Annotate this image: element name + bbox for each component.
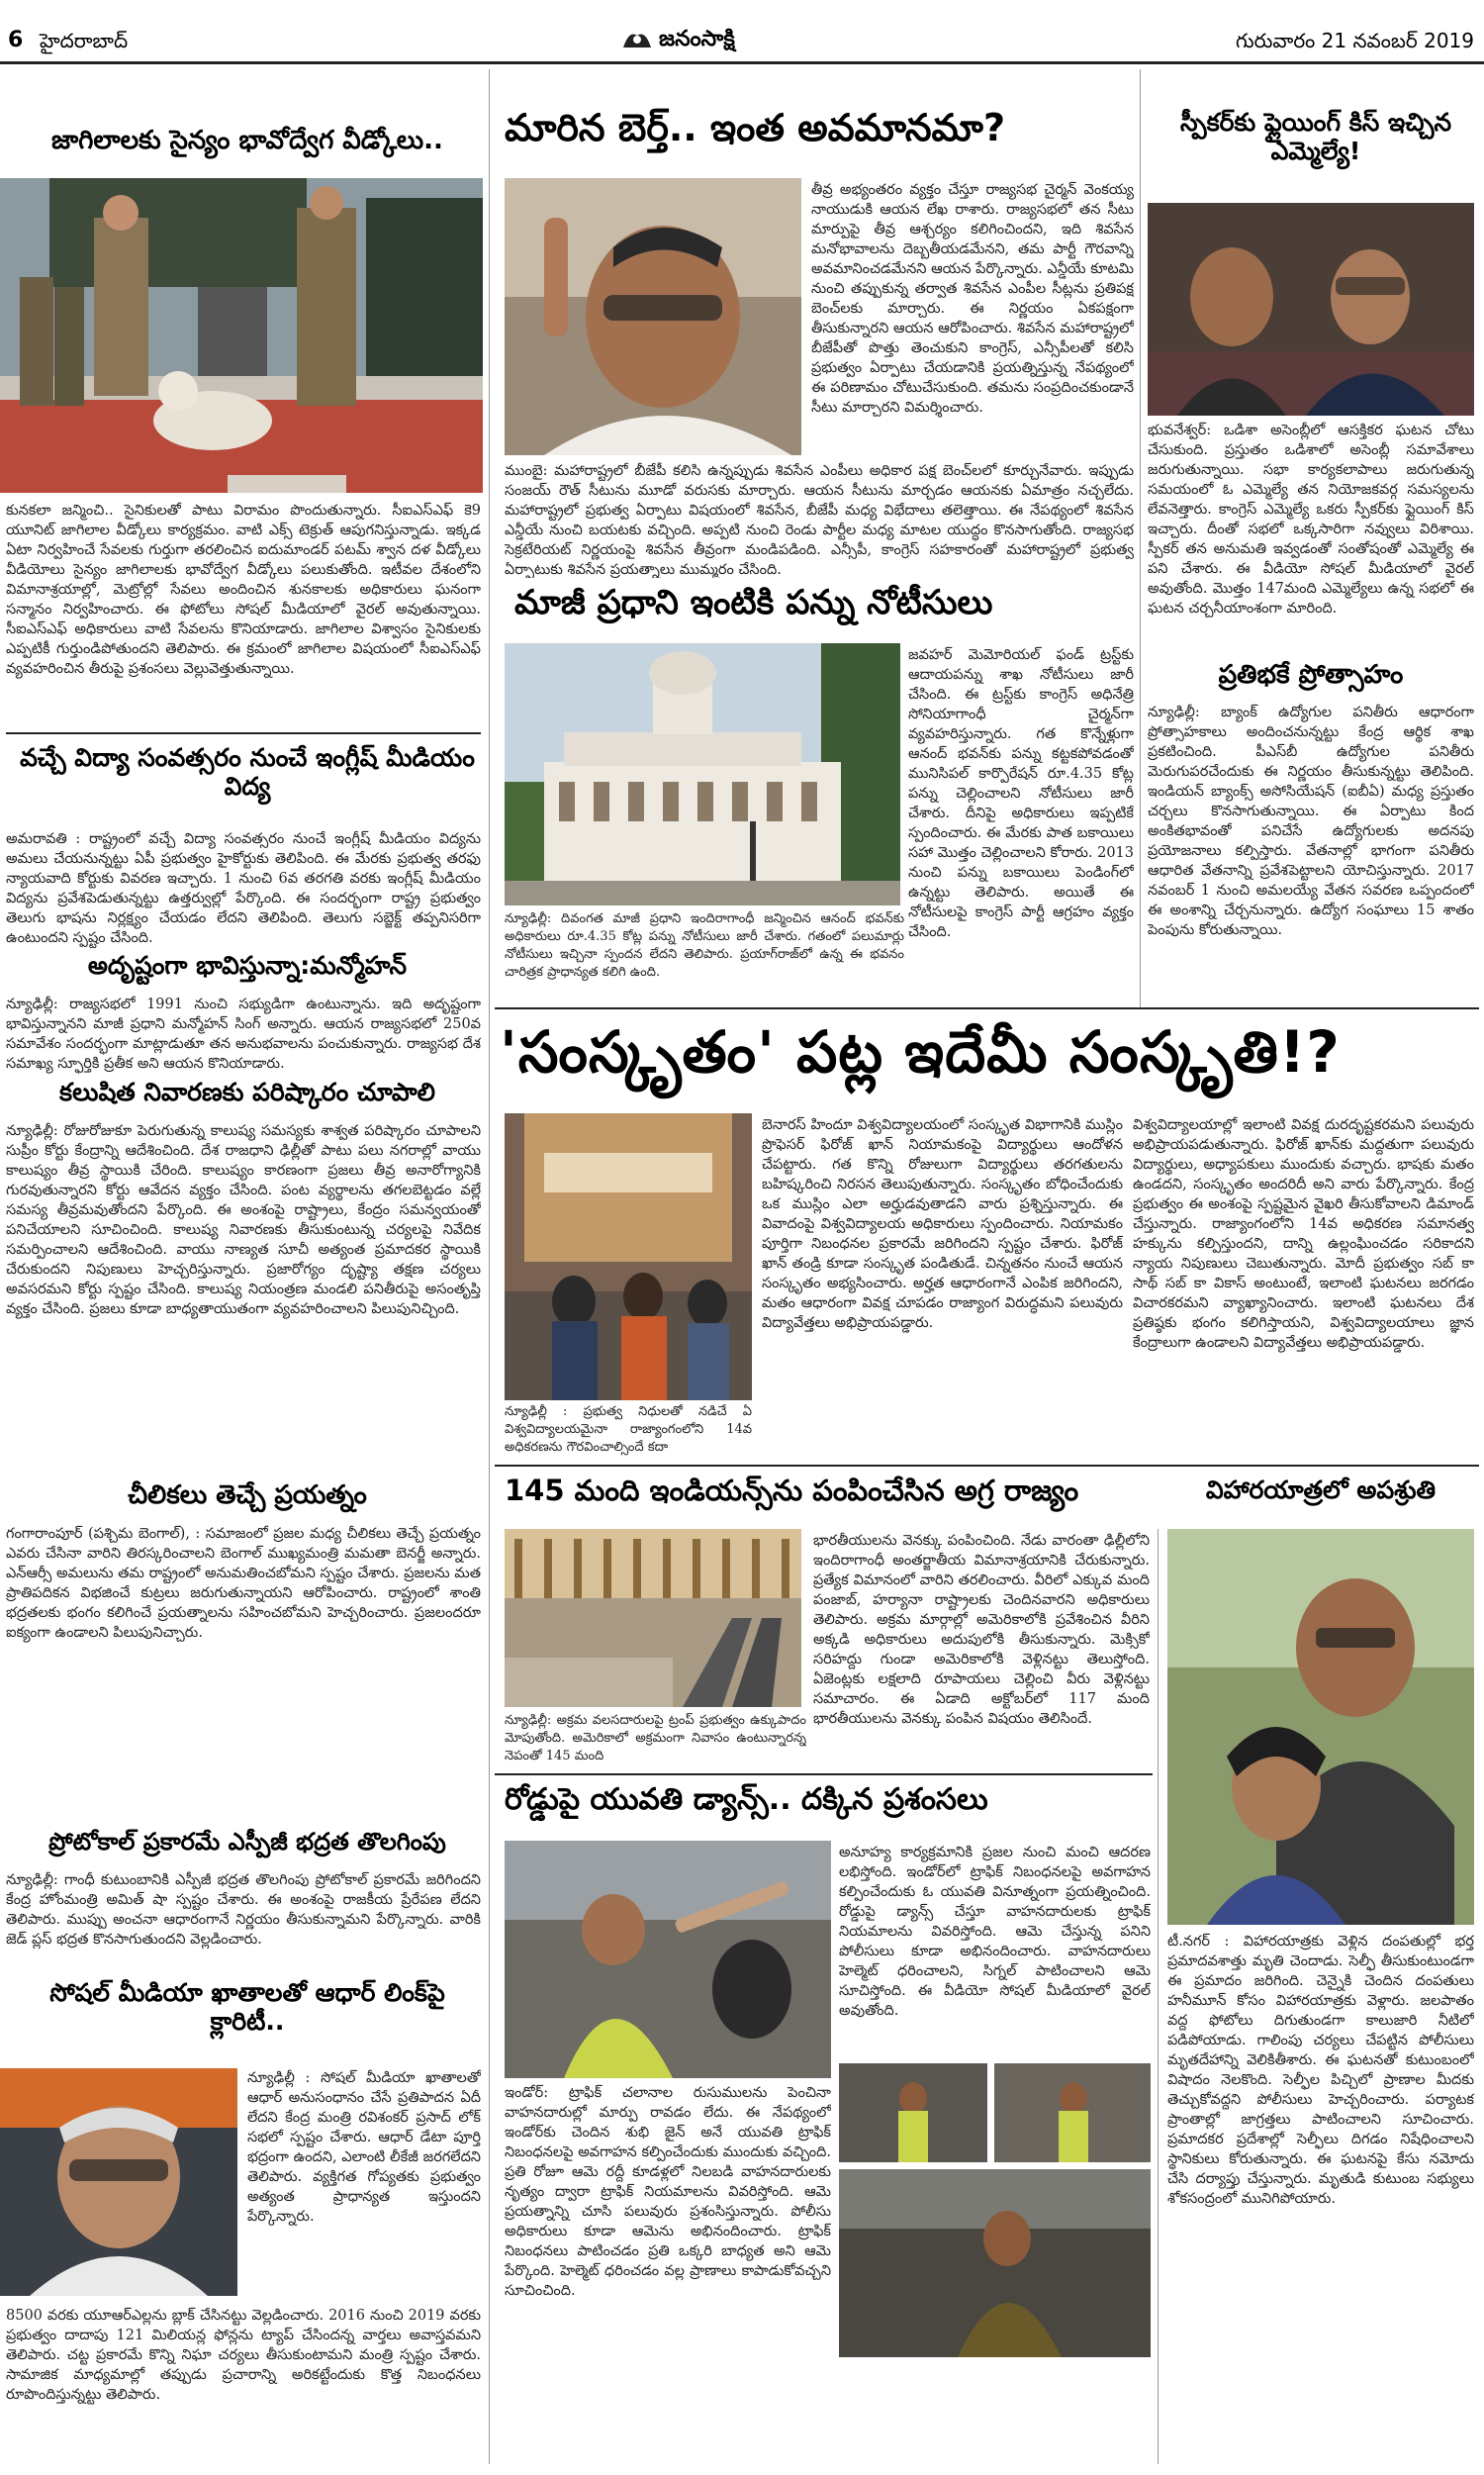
split-body: గంగారాంపూర్ (పశ్చిమ బెంగాల్), : సమాజంలో ప్రజల మధ్య చీలికలు తెచ్చే ప్రయత్నం ఎవరు చేసినా వారిని తిరస్కరించాలని బెంగాల్ ముఖ్యమంత్రి మమతా బెనర్జీ అన్నారు. ఎన్ఆర్సీ అమలును తమ రాష్ట్రంలో అనుమతించబోమని స్పష్టం చేశారు. ప్రజలను మత ప్రాతిపదికన విభజించే కుట్రలు జరుగుతున్నాయని ఆరోపించారు. రాష్ట్రంలో శాంతి భద్రతలకు భంగం కలిగించే ప్రయత్నాలను సహించబోమని హెచ్చరించారు. ప్రజలందరూ ఐక్యంగా ఉండాలని పిలుపునిచ్చారు. — [6, 1526, 481, 1641]
section-rule — [495, 1465, 1479, 1467]
berth-body-bottom: ముంబై: మహారాష్ట్రలో బీజేపీ కలిసి ఉన్నప్పుడు శివసేన ఎంపీలు అధికార పక్ష బెంచ్‌లలో కూర్చునేవారు. ఇప్పుడు సంజయ్ రౌత్ సీటును మూడో వరుసకు మార్చారు. ఆయన సీటును మార్చడం ఆయనకు ఏమాత్రం నచ్చలేదు. మహారాష్ట్రలో ప్రభుత్వ ఏర్పాటు విషయంలో శివసేన, బీజేపీ మధ్య విభేదాలు తలెత్తాయి. ఈ నేపథ్యంలో శివసేన ఎన్డీయే నుంచి బయటకు వచ్చింది. అప్పటి నుంచి రెండు పార్టీల మధ్య మాటల యుద్ధం కొనసాగుతోంది. రాజ్యసభ సెక్రటేరియట్ నిర్ణయంపై శివసేన తీవ్రంగా మండిపడింది. ఎన్సీపీ, కాంగ్రెస్ సహకారంతో మహారాష్ట్రలో ప్రభుత్వ ఏర్పాటుకు శివసేన ప్రయత్నాలు ముమ్మరం చేసింది. — [505, 463, 1134, 578]
sanskrit-body-right: విశ్వవిద్యాలయాల్లో ఇలాంటి వివక్ష దురదృష్టకరమని పలువురు అభిప్రాయపడుతున్నారు. ఫిరోజ్ ఖాన్‌కు మద్దతుగా పలువురు విద్యార్థులు, అధ్యాపకులు ముందుకు వచ్చారు. భాషకు మతం ఉండదని, సంస్కృతం అందరిదీ అని వారు పేర్కొన్నారు. కేంద్ర ప్రభుత్వం ఈ అంశంపై స్పష్టమైన వైఖరి తీసుకోవాలని డిమాండ్ చేస్తున్నారు. రాజ్యాంగంలోని 14వ అధికరణ సమానత్వ హక్కును కల్పిస్తుందని, దాన్ని ఉల్లంఘించడం సరికాదని న్యాయ నిపుణులు చెబుతున్నారు. మోదీ ప్రభుత్వం సబ్ కా సాథ్ సబ్ కా వికాస్ అంటుంటే, ఇలాంటి ఘటనలు జరగడం విచారకరమని వ్యాఖ్యానించారు. ఇలాంటి ఘటనలు దేశ ప్రతిష్ఠకు భంగం కలిగిస్తాయని, విశ్వవిద్యాలయాలు జ్ఞాన కేంద్రాలుగా ఉండాలని విద్యావేత్తలు అభిప్రాయపడ్డారు. — [1133, 1117, 1474, 1351]
english-medium-body: అమరావతి : రాష్ట్రంలో వచ్చే విద్యా సంవత్సరం నుంచే ఇంగ్లీష్ మీడియం విద్యను అమలు చేయనున్నట్టు ఏపీ ప్రభుత్వం హైకోర్టుకు తెలిపింది. ఈ మేరకు ప్రభుత్వ తరఫు న్యాయవాది కోర్టుకు వివరణ ఇచ్చారు. 1 నుంచి 6వ తరగతి వరకు ఇంగ్లీష్ మీడియం విద్యను ప్రవేశపెడుతున్నట్టు ఉత్తర్వుల్లో పేర్కొంది. ఈ సందర్భంగా రాష్ట్ర ప్రభుత్వం తెలుగు భాషను నిర్లక్ష్యం చేయడం లేదని తెలిపింది. తెలుగు సబ్జెక్ట్ తప్పనిసరిగా ఉంటుందని స్పష్టం చేసింది. — [6, 831, 481, 946]
section-rule — [495, 1773, 1153, 1775]
headline-aadhaar: సోషల్ మీడియా ఖాతాలతో ఆధార్ లింక్‌పై క్లారిటీ.. — [49, 1978, 445, 2036]
column-divider — [1158, 1529, 1159, 2464]
paper-logo — [621, 22, 789, 57]
page-number: 6 — [8, 28, 24, 52]
logo-icon — [621, 26, 653, 53]
headline-spg: ప్రోటోకాల్ ప్రకారమే ఎస్పీజీ భద్రత తొలగింపు — [48, 1828, 446, 1856]
deport-body: భారతీయులను వెనక్కు పంపించింది. నేడు వారంతా ఢిల్లీలోని ఇందిరాగాంధీ అంతర్జాతీయ విమానాశ్రయానికి చేరుకున్నారు. ప్రత్యేక విమానంలో వారిని తరలించారు. వీరిలో ఎక్కువ మంది పంజాబ్, హర్యానా రాష్ట్రాలకు చెందినవారని అధికారులు తెలిపారు. అక్రమ మార్గాల్లో అమెరికాలోకి ప్రవేశించిన వీరిని అక్కడి అధికారులు అదుపులోకి తీసుకున్నారు. మెక్సికో సరిహద్దు గుండా అమెరికాలోకి వెళ్లినట్టు తెలుస్తోంది. ఏజెంట్లకు లక్షలాది రూపాయలు చెల్లించి వీరు వెళ్లినట్టు సమాచారం. ఈ ఏడాది అక్టోబర్‌లో 117 మంది భారతీయులను వెనక్కు పంపిన విషయం తెలిసిందే. — [813, 1533, 1150, 1727]
manmohan-body: న్యూఢిల్లీ: రాజ్యసభలో 1991 నుంచి సభ్యుడిగా ఉంటున్నాను. ఇది అదృష్టంగా భావిస్తున్నానని మాజీ ప్రధాని మన్మోహన్ సింగ్ అన్నారు. ఆయన రాజ్యసభలో 250వ సమావేశం సందర్భంగా మాట్లాడుతూ తన అనుభవాలను పంచుకున్నారు. రాజ్యసభ దేశ సమాఖ్య స్ఫూర్తికి ప్రతీక అని ఆయన కొనియాడారు. — [6, 997, 481, 1072]
bhu-campus-photo — [505, 1113, 752, 1400]
headline-incentive: ప్రతిభకే ప్రోత్సాహం — [1218, 660, 1404, 690]
headline-manmohan: అదృష్టంగా భావిస్తున్నా:మన్మోహన్ — [87, 951, 408, 980]
couple-photo — [1167, 1529, 1474, 1925]
section-rule — [495, 1007, 1479, 1009]
column-divider — [1140, 69, 1141, 1009]
masthead-rule — [0, 61, 1484, 64]
speaker-photo — [1148, 203, 1474, 416]
speaker-body: భువనేశ్వర్: ఒడిశా అసెంబ్లీలో ఆసక్తికర ఘటన చోటు చేసుకుంది. ప్రస్తుతం ఒడిశాలో అసెంబ్లీ సమావేశాలు జరుగుతున్నాయి. సభా కార్యకలాపాలు జరుగుతున్న సమయంలో ఓ ఎమ్మెల్యే తన నియోజకవర్గ సమస్యలను లేవనెత్తారు. కాంగ్రెస్ ఎమ్మెల్యే ఒకరు స్పీకర్‌కు ఫ్లైయింగ్ కిస్ ఇచ్చారు. దీంతో సభలో ఒక్కసారిగా నవ్వులు విరిశాయి. స్పీకర్ తన అనుమతి ఇవ్వడంతో సంతోషంతో ఎమ్మెల్యే ఈ పని చేశారు. ఈ వీడియో సోషల్ మీడియాలో వైరల్ అవుతోంది. మొత్తం 147మంది ఎమ్మెల్యేలు ఉన్న సభలో ఈ ఘటన చర్చనీయాంశంగా మారింది. — [1148, 423, 1474, 617]
pollution-body: న్యూఢిల్లీ: రోజురోజుకూ పెరుగుతున్న కాలుష్య సమస్యకు శాశ్వత పరిష్కారం చూపాలని సుప్రీం కోర్టు కేంద్రాన్ని ఆదేశించింది. దేశ రాజధాని ఢిల్లీతో పాటు పలు నగరాల్లో వాయు కాలుష్యం తీవ్ర స్థాయికి చేరింది. కాలుష్యం కారణంగా ప్రజలు తీవ్ర అనారోగ్యానికి గురవుతున్నారని కోర్టు ఆవేదన వ్యక్తం చేసింది. పంట వ్యర్థాలను తగలబెట్టడం వల్లే సమస్య తీవ్రమవుతోందని పేర్కొంది. ఈ అంశంపై రాష్ట్రాలు, కేంద్రం సమన్వయంతో పనిచేయాలని సూచించింది. కాలుష్య నివారణకు తీసుకుంటున్న చర్యలపై నివేదిక సమర్పించాలని ఆదేశించింది. వాయు నాణ్యత సూచీ అత్యంత ప్రమాదకర స్థాయికి చేరుకుందని నిపుణులు హెచ్చరిస్తున్నారు. ప్రజారోగ్యం దృష్ట్యా తక్షణ చర్యలు అవసరమని కోర్టు స్పష్టం చేసింది. కాలుష్య నియంత్రణ మండలి పనితీరుపై అసంతృప్తి వ్యక్తం చేసింది. ప్రజలు కూడా బాధ్యతాయుతంగా వ్యవహరించాలని పిలుపునిచ్చింది. — [6, 1123, 481, 1317]
incentive-body: న్యూఢిల్లీ: బ్యాంక్ ఉద్యోగుల పనితీరు ఆధారంగా ప్రోత్సాహకాలు అందించనున్నట్టు కేంద్ర ఆర్థిక శాఖ ప్రకటించింది. పీఎస్‌బీ ఉద్యోగుల పనితీరు మెరుగుపరచేందుకు ఈ నిర్ణయం తీసుకున్నట్టు తెలిపింది. ఇండియన్ బ్యాంక్స్ అసోసియేషన్ (ఐబీఏ) మధ్య ప్రస్తుతం చర్చలు కొనసాగుతున్నాయి. ఈ ఏర్పాటు కింద అంకితభావంతో పనిచేసే ఉద్యోగులకు అదనపు ప్రయోజనాలు కల్పిస్తారు. వేతనాల్లో భాగంగా పనితీరు ఆధారిత వేతనాన్ని ప్రవేశపెట్టాలని యోచిస్తున్నారు. 2017 నవంబర్ 1 నుంచి అమలయ్యే వేతన సవరణ ఒప్పందంలో ఈ అంశాన్ని చేర్చనున్నారు. ఉద్యోగ సంఘాలు 15 శాతం పెంపును కోరుతున్నాయి. — [1148, 705, 1474, 938]
dancer-photo-main — [505, 1841, 831, 2078]
army-dogs-photo — [0, 178, 483, 493]
sanskrit-body-mid: బెనారస్ హిందూ విశ్వవిద్యాలయంలో సంస్కృత విభాగానికి ముస్లిం ప్రొఫెసర్ ఫిరోజ్ ఖాన్ నియామకంపై విద్యార్థులు ఆందోళన చేపట్టారు. గత కొన్ని రోజులుగా విద్యార్థులు తరగతులను బహిష్కరించి నిరసన తెలుపుతున్నారు. సంస్కృతం బోధించేందుకు ఒక ముస్లిం ఎలా అర్హుడవుతాడని వారు ప్రశ్నిస్తున్నారు. ఈ వివాదంపై విశ్వవిద్యాలయ అధికారులు స్పందించారు. నియామకం పూర్తిగా నిబంధనల ప్రకారమే జరిగిందని స్పష్టం చేశారు. ఫిరోజ్ ఖాన్ తండ్రి కూడా సంస్కృత పండితుడే. చిన్నతనం నుంచే ఆయన సంస్కృతం అభ్యసించారు. అర్హత ఆధారంగానే ఎంపిక జరిగిందని, మతం ఆధారంగా వివక్ష చూపడం రాజ్యాంగ విరుద్ధమని పలువురు విద్యావేత్తలు అభిప్రాయపడ్డారు. — [762, 1117, 1123, 1331]
dance-body-bottom: ఇండోర్: ట్రాఫిక్ చలానాల రుసుములను పెంచినా వాహనదారుల్లో మార్పు రావడం లేదు. ఈ నేపథ్యంలో ఇండోర్‌కు చెందిన శుభి జైన్ అనే యువతి ట్రాఫిక్ నిబంధనలపై అవగాహన కల్పించేందుకు ముందుకు వచ్చింది. ప్రతి రోజూ ఆమె రద్దీ కూడళ్లలో నిలబడి వాహనదారులకు నృత్యం ద్వారా ట్రాఫిక్ నియమాలను వివరిస్తోంది. ఆమె ప్రయత్నాన్ని చూసి పలువురు ప్రశంసిస్తున్నారు. పోలీసు అధికారులు కూడా ఆమెను అభినందించారు. ట్రాఫిక్ నిబంధనలు పాటించడం ప్రతి ఒక్కరి బాధ్యత అని ఆమె పేర్కొంది. హెల్మెట్ ధరించడం వల్ల ప్రాణాలు కాపాడుకోవచ్చని సూచించింది. — [505, 2085, 831, 2299]
army-dogs-body: కునకలా జన్మించి.. సైనికులతో పాటు విరామం పొందుతున్నారు. సీఐఎస్ఎఫ్ కె9 యూనిట్ జాగిలాల వీడ్కోలు కార్యక్రమం. వాటి ఎక్స్ టెక్రుత్ ఆపుగనిస్తున్నాడు. ఇక్కడ ఏటా నిర్వహించే సేవలకు గుర్తుగా తరలించిన ఐదుమాండర్ పటమ్ శ్వాన దళ వీడ్కోలు వీడియోలు సైన్యం జాగిలాలకు భావోద్వేగ వీడ్కోలు పలుకుతోంది. ఇటీవల దేశంలోని విమానాశ్రయాల్లో, మెట్రోల్లో సేవలు అందించిన శునకాలకు అధికారులు ఘనంగా సన్మానం నిర్వహించారు. ఈ ఫోటోలు సోషల్ మీడియాలో వైరల్ అవుతున్నాయి. సీఐఎస్ఎఫ్ అధికారులు వాటి సేవలను కొనియాడారు. జాగిలాల విశ్వాసం సైనికులకు ఎప్పటికీ గుర్తుండిపోతుందని తెలిపారు. ఈ క్రమంలో జాగిలాల విషయంలో సీఐఎస్ఎఫ్ వ్యవహరించిన తీరుపై ప్రశంసలు వెల్లువెత్తుతున్నాయి. — [6, 503, 481, 677]
dancer-photo-small-1 — [839, 2063, 987, 2162]
anand-bhavan-photo — [505, 643, 900, 905]
headline-notice: మాజీ ప్రధాని ఇంటికి పన్ను నోటీసులు — [514, 583, 993, 622]
paper-name: జనంసాక్షి — [659, 27, 735, 52]
sanskrit-caption: న్యూఢిల్లీ : ప్రభుత్వ నిధులతో నడిచే ఏ విశ్వవిద్యాలయమైనా రాజ్యాంగంలోని 14వ అధికరణను గౌరవించాల్సిందే కదా — [505, 1404, 752, 1455]
headline-dance: రోడ్డుపై యువతి డ్యాన్స్.. దక్కిన ప్రశంసలు — [505, 1782, 988, 1817]
dance-body-extra — [839, 2361, 1151, 2460]
headline-split: చీలికలు తెచ్చే ప్రయత్నం — [128, 1480, 367, 1510]
spg-body: న్యూఢిల్లీ: గాంధీ కుటుంబానికి ఎస్పీజీ భద్రత తొలగింపు ప్రోటోకాల్ ప్రకారమే జరిగిందని కేంద్ర హోంమంత్రి అమిత్ షా స్పష్టం చేశారు. ఈ అంశంపై రాజకీయ ప్రేరేపణ లేదని తెలిపారు. ముప్పు అంచనా ఆధారంగానే నిర్ణయం తీసుకున్నామని పేర్కొన్నారు. వారికి జెడ్ ప్లస్ భద్రత కొనసాగుతుందని వెల్లడించారు. — [6, 1872, 481, 1948]
section-rule — [6, 732, 481, 734]
airport-photo — [505, 1529, 801, 1707]
headline-pollution: కలుషిత నివారణకు పరిష్కారం చూపాలి — [59, 1078, 435, 1106]
sanjay-raut-photo — [505, 178, 801, 455]
headline-army-dogs: జాగిలాలకు సైన్యం భావోద్వేగ వీడ్కోలు.. — [51, 126, 443, 155]
issue-date: గురువారం 21 నవంబర్ 2019 — [1236, 29, 1474, 52]
column-divider — [489, 69, 490, 2464]
aadhaar-body-bottom: 8500 వరకు యూఆర్ఎల్లను బ్లాక్ చేసినట్టు వెల్లడించారు. 2016 నుంచి 2019 వరకు ప్రభుత్వం దాదాపు 121 మిలియన్ల ఫోన్లను ట్యాప్ చేసిందన్న వార్తలు అవాస్తవమని తెలిపారు. చట్ట ప్రకారమే కొన్ని నిఘా చర్యలు తీసుకుంటామని మంత్రి స్పష్టం చేశారు. సామాజిక మాధ్యమాల్లో తప్పుడు ప్రచారాన్ని అరికట్టేందుకు కొత్త నిబంధనలు రూపొందిస్తున్నట్టు తెలిపారు. — [6, 2308, 481, 2403]
notice-body-right: జవహర్ మెమోరియల్ ఫండ్ ట్రస్ట్‌కు ఆదాయపన్ను శాఖ నోటీసులు జారీ చేసింది. ఈ ట్రస్ట్‌కు కాంగ్రెస్ అధినేత్రి సోనియాగాంధీ చైర్మన్‌గా వ్యవహరిస్తున్నారు. గత కొన్నేళ్లుగా ఆనంద్ భవన్‌కు పన్ను కట్టకపోవడంతో మునిసిపల్ కార్పొరేషన్ రూ.4.35 కోట్ల పన్ను చెల్లించాలని నోటీసులు జారీ చేశారు. దీనిపై అధికారులు ఇప్పటికే స్పందించారు. ఈ మేరకు పాత బకాయిలు సహా మొత్తం చెల్లించాలని కోరారు. 2013 నుంచి పన్ను బకాయిలు పెండింగ్‌లో ఉన్నట్టు తెలిపారు. అయితే ఈ నోటీసులపై కాంగ్రెస్ పార్టీ ఆగ్రహం వ్యక్తం చేసింది. — [908, 647, 1134, 940]
headline-sanskrit: 'సంస్కృతం' పట్ల ఇదేమీ సంస్కృతి!? — [500, 1018, 1341, 1086]
headline-speaker: స్పీకర్‌కు ఫ్లైయింగ్ కిస్ ఇచ్చిన ఎమ్మెల్యే! — [1179, 108, 1451, 165]
headline-deport: 145 మంది ఇండియన్స్‌ను పంపించేసిన అగ్ర రాజ్యం — [505, 1474, 1079, 1507]
dance-body-right: అనూహ్య కార్యక్రమానికి ప్రజల నుంచి మంచి ఆదరణ లభిస్తోంది. ఇండోర్‌లో ట్రాఫిక్ నిబంధనలపై అవగాహన కల్పించేందుకు ఓ యువతి వినూత్నంగా ప్రయత్నించింది. రోడ్డుపై డ్యాన్స్ చేస్తూ వాహనదారులకు ట్రాఫిక్ నియమాలను వివరిస్తోంది. ఆమె చేస్తున్న పనిని పోలీసులు కూడా అభినందించారు. వాహనదారులు హెల్మెట్ ధరించాలని, సిగ్నల్ పాటించాలని ఆమె సూచిస్తోంది. ఈ వీడియో సోషల్ మీడియాలో వైరల్ అవుతోంది. — [839, 1845, 1151, 2019]
headline-accident: విహారయాత్రలో అపశ్రుతి — [1205, 1475, 1437, 1504]
berth-body-right: తీవ్ర అభ్యంతరం వ్యక్తం చేస్తూ రాజ్యసభ చైర్మన్ వెంకయ్య నాయుడుకి ఆయన లేఖ రాశారు. రాజ్యసభలో తన సీటు మార్పుపై తీవ్ర ఆశ్చర్యం కలిగించిందని, ఇది శివసేన మనోభావాలను దెబ్బతీయడమేనని, తమ పార్టీ గౌరవాన్ని అవమానించడమేనని ఆయన పేర్కొన్నారు. ఎన్డీయే కూటమి నుంచి తప్పుకున్న తర్వాత శివసేన ఎంపీల సీట్లను ప్రతిపక్ష బెంచ్‌లకు మార్చారు. ఈ నిర్ణయం ఏకపక్షంగా తీసుకున్నారని ఆయన ఆరోపించారు. శివసేన మహారాష్ట్రలో బీజేపీతో పొత్తు తెంచుకుని కాంగ్రెస్, ఎన్సీపీలతో కలిసి ప్రభుత్వం ఏర్పాటు చేయడానికి ప్రయత్నిస్తున్న నేపథ్యంలో ఈ పరిణామం చోటుచేసుకుంది. తమను సంప్రదించకుండానే సీటు మార్చారని విమర్శించారు. — [811, 182, 1134, 416]
ravi-shankar-photo — [0, 2068, 237, 2296]
headline-english-medium: వచ్చే విద్యా సంవత్సరం నుంచే ఇంగ్లీష్ మీడియం విద్య — [20, 743, 475, 801]
headline-berth: మారిన బెర్త్.. ఇంత అవమానమా? — [505, 106, 1005, 149]
dancer-photo-small-2 — [994, 2063, 1151, 2162]
dancer-photo-large — [839, 2169, 1151, 2357]
deport-caption: న్యూఢిల్లీ: అక్రమ వలసదారులపై ట్రంప్ ప్రభుత్వం ఉక్కుపాదం మోపుతోంది. అమెరికాలో అక్రమంగా నివాసం ఉంటున్నారన్న నెపంతో 145 మంది — [505, 1713, 806, 1763]
accident-body: టీ.నగర్ : విహారయాత్రకు వెళ్లిన దంపతుల్లో భర్త ప్రమాదవశాత్తు మృతి చెందాడు. సెల్ఫీ తీసుకుంటుండగా ఈ ప్రమాదం జరిగింది. చెన్నైకి చెందిన దంపతులు హనీమూన్ కోసం విహారయాత్రకు వెళ్లారు. జలపాతం వద్ద ఫోటోలు దిగుతుండగా కాలుజారి నీటిలో పడిపోయాడు. గాలింపు చర్యలు చేపట్టిన పోలీసులు మృతదేహాన్ని వెలికితీశారు. ఈ ఘటనతో కుటుంబంలో విషాదం నెలకొంది. సెల్ఫీల పిచ్చిలో ప్రాణాల మీదకు తెచ్చుకోవద్దని పోలీసులు హెచ్చరించారు. పర్యాటక ప్రాంతాల్లో జాగ్రత్తలు పాటించాలని సూచించారు. ప్రమాదకర ప్రదేశాల్లో సెల్ఫీలు దిగడం నిషేధించాలని స్థానికులు కోరుతున్నారు. ఈ ఘటనపై కేసు నమోదు చేసి దర్యాప్తు చేస్తున్నారు. మృతుడి కుటుంబ సభ్యులు శోకసంద్రంలో మునిగిపోయారు. — [1167, 1934, 1474, 2207]
aadhaar-body: న్యూఢిల్లీ : సోషల్ మీడియా ఖాతాలతో ఆధార్ అనుసంధానం చేసే ప్రతిపాదన ఏదీ లేదని కేంద్ర మంత్రి రవిశంకర్ ప్రసాద్ లోక్ సభలో స్పష్టం చేశారు. ఆధార్ డేటా పూర్తి భద్రంగా ఉందని, ఎలాంటి లీకేజీ జరగలేదని తెలిపారు. వ్యక్తిగత గోప్యతకు ప్రభుత్వం అత్యంత ప్రాధాన్యత ఇస్తుందని పేర్కొన్నారు. — [247, 2070, 481, 2225]
notice-caption: న్యూఢిల్లీ: దివంగత మాజీ ప్రధాని ఇందిరాగాంధీ జన్మించిన ఆనంద్ భవన్‌కు అధికారులు రూ.4.35 కోట్ల పన్ను నోటీసులు జారీ చేశారు. గతంలో పలుమార్లు నోటీసులు ఇచ్చినా స్పందన లేదని తెలిపారు. ప్రయాగ్‌రాజ్‌లో ఉన్న ఈ భవనం చారిత్రక ప్రాధాన్యత కలిగి ఉంది. — [505, 911, 904, 980]
city-name: హైదరాబాద్ — [40, 29, 129, 52]
